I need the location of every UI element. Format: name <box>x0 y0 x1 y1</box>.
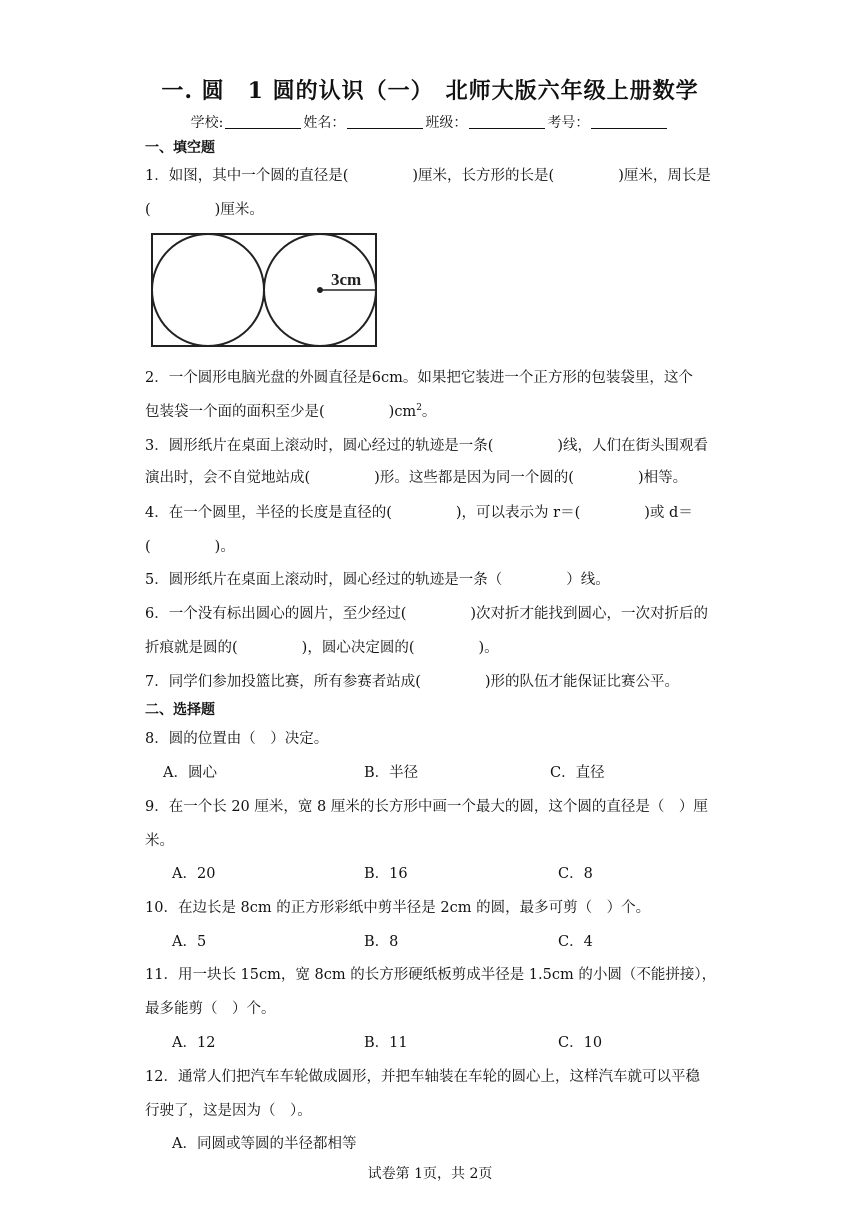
q11-option-a[interactable]: A．12 <box>172 1035 216 1051</box>
q11-option-b[interactable]: B．11 <box>364 1035 408 1051</box>
section-choice-heading: 二、选择题 <box>145 702 215 718</box>
page-title: 一. 圆 1 圆的认识（一） 北师大版六年级上册数学 <box>161 78 699 104</box>
school-field[interactable] <box>225 114 301 129</box>
q2-line2: 包装袋一个面的面积至少是( )$cm^2$。 <box>145 403 437 420</box>
circles-in-rectangle-figure <box>147 230 381 350</box>
student-info-line <box>0 112 860 132</box>
q3-line2: 演出时，会不自觉地站成( )形。这些都是因为同一个圆的( )相等。 <box>145 470 688 486</box>
class-field[interactable] <box>469 114 545 129</box>
name-label: 姓名： <box>303 115 346 131</box>
q6-line1: 6．一个没有标出圆心的圆片，至少经过( )次对折才能找到圆心，一次对折后的 <box>145 606 709 622</box>
name-field[interactable] <box>347 114 423 129</box>
number-field[interactable] <box>591 114 667 129</box>
q9-option-b[interactable]: B．16 <box>364 866 408 882</box>
number-label: 考号： <box>547 115 590 131</box>
class-label: 班级： <box>425 115 468 131</box>
q8-stem: 8．圆的位置由（ ）决定。 <box>145 731 329 747</box>
q12-stem-line2: 行驶了，这是因为（ ）。 <box>145 1103 312 1119</box>
q3-line1: 3．圆形纸片在桌面上滚动时，圆心经过的轨迹是一条( )线，人们在街头围观看 <box>145 438 709 454</box>
q10-stem: 10．在边长是 8cm 的正方形彩纸中剪半径是 2cm 的圆，最多可剪（ ）个。 <box>145 900 651 916</box>
q2-line1: 2．一个圆形电脑光盘的外圆直径是6cm。如果把它装进一个正方形的包装袋里，这个 <box>145 370 693 386</box>
school-label: 学校: <box>190 115 224 131</box>
q4-line2: ( )。 <box>145 539 235 555</box>
q11-stem-line2: 最多能剪（ ）个。 <box>145 1001 276 1017</box>
q10-option-c[interactable]: C．4 <box>558 934 593 950</box>
q4-line1: 4．在一个圆里，半径的长度是直径的( )，可以表示为 r＝( )或 d＝ <box>145 505 693 521</box>
q9-option-c[interactable]: C．8 <box>558 866 593 882</box>
q1-line2: ( )厘米。 <box>145 202 264 218</box>
q12-stem-line1: 12．通常人们把汽车车轮做成圆形，并把车轴装在车轮的圆心上，这样汽车就可以平稳 <box>145 1069 700 1085</box>
q5-line: 5．圆形纸片在桌面上滚动时，圆心经过的轨迹是一条（ ）线。 <box>145 572 610 588</box>
radius-label: 3cm <box>331 270 362 289</box>
page-footer: 试卷第 1页，共 2页 <box>367 1166 493 1182</box>
q11-stem-line1: 11．用一块长 15cm，宽 8cm 的长方形硬纸板剪成半径是 1.5cm 的小圆（不能拼接）， <box>145 967 717 983</box>
q1-line1: 1．如图，其中一个圆的直径是( )厘米，长方形的长是( )厘米，周长是 <box>145 168 711 184</box>
q9-stem-line2: 米。 <box>145 833 174 849</box>
q8-option-a[interactable]: A．圆心 <box>163 765 217 781</box>
q6-line2: 折痕就是圆的( )，圆心决定圆的( )。 <box>145 640 499 656</box>
q9-stem-line1: 9．在一个长 20 厘米，宽 8 厘米的长方形中画一个最大的圆，这个圆的直径是（ ）厘 <box>145 799 708 815</box>
section-fill-heading: 一、填空题 <box>145 140 215 156</box>
q11-option-c[interactable]: C．10 <box>558 1035 603 1051</box>
q12-option-a[interactable]: A．同圆或等圆的半径都相等 <box>172 1136 357 1152</box>
q9-option-a[interactable]: A．20 <box>172 866 216 882</box>
q10-option-b[interactable]: B．8 <box>364 934 399 950</box>
q8-option-b[interactable]: B．半径 <box>364 765 419 781</box>
q7-line: 7．同学们参加投篮比赛，所有参赛者站成( )形的队伍才能保证比赛公平。 <box>145 674 680 690</box>
q10-option-a[interactable]: A．5 <box>172 934 207 950</box>
q8-option-c[interactable]: C．直径 <box>550 765 605 781</box>
